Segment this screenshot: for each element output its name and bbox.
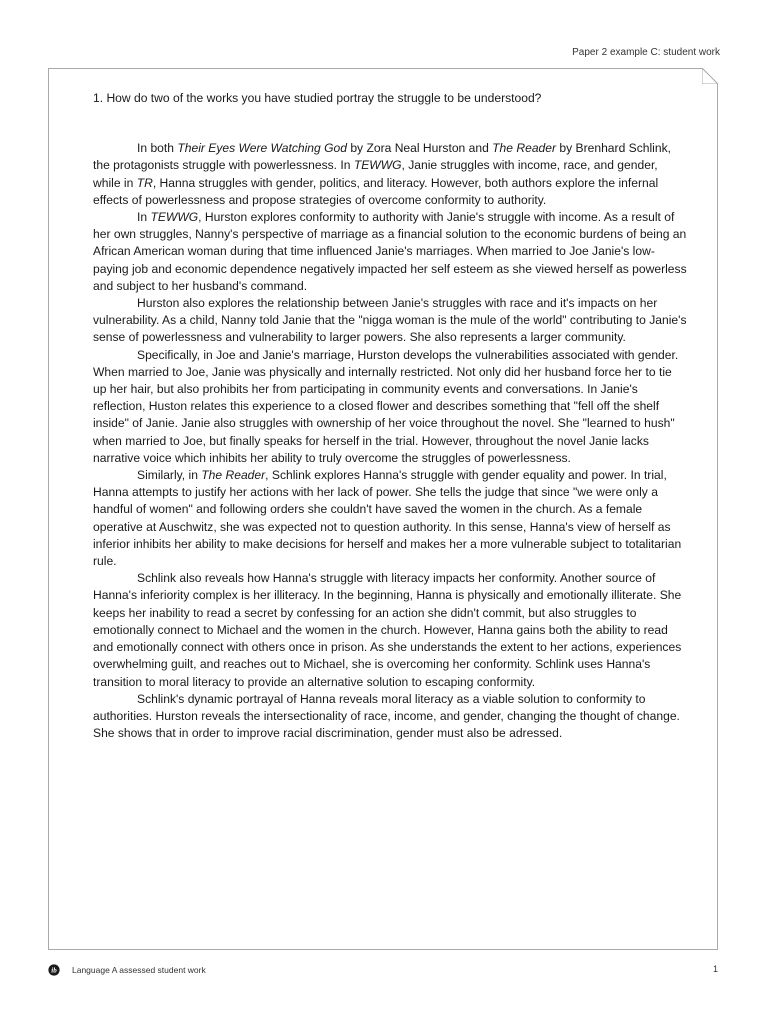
text-run: Specifically, in Joe and Janie's marriage, Hurston develops the vulnerabilities associated with gender. When married to Joe, Janie was physically and internally restricted. Not only did her husband force her to tie up her hair, but also prohibits her from participating in community events and conversations. In Janie's reflection, Huston relates this experience to a closed flower and describes something that "fell off the shelf inside" of Janie. Janie also struggles with ownership of her voice throughout the novel. She "learned to hush" when married to Joe, but finally speaks for herself in the trial. However, throughout the novel Janie lacks narrative voice which inhibits her ability to truly overcome the struggles of powerlessness. [93, 347, 679, 465]
text-run: In [137, 210, 151, 225]
text-run: Schlink also reveals how Hanna's struggle with literacy impacts her conformity. Another source of Hanna's inferiority complex is her illiteracy. In the beginning, Hanna is physically and emotionally illiterate. She keeps her inability to read a secret by confessing for an action she didn't commit, but also struggles to emotionally connect to Michael and the women in the church. However, Hanna gains both the ability to read and emotionally connect with others once in prison. As she understands the extent to her actions, experiences overwhelming guilt, and reaches out to Michael, she is overcoming her conformity. Schlink uses Hanna's transition to moral literacy to provide an alternative solution to escaping conformity. [93, 571, 682, 689]
text-run: Similarly, in [137, 468, 202, 483]
text-run: Schlink's dynamic portrayal of Hanna reveals moral literacy as a viable solution to conformity to authorities. Hurston reveals the intersectionality of race, income, and gender, changing the thought of change. She shows that in order to improve racial discrimination, gender must also be adressed. [93, 691, 680, 741]
essay-paragraph [93, 347, 688, 467]
page-number: 1 [712, 964, 718, 974]
essay-paragraph [93, 691, 688, 743]
text-run: by Brenhard Schlink, the protagonists struggle with powerlessness. In [93, 141, 671, 173]
running-header: Paper 2 example C: student work [572, 47, 720, 58]
work-title: TEWWG [150, 210, 199, 225]
essay-paragraph [93, 570, 688, 690]
ib-logo-icon [48, 964, 60, 976]
question-prompt: 1. How do two of the works you have studied portray the struggle to be understood? [93, 91, 542, 105]
work-title: TR [136, 175, 153, 190]
text-run: , Hurston explores conformity to authority with Janie's struggle with income. As a result of her own struggles, Nanny's perspective of marriage as a financial solution to the economic burdens of being an African American woman during that time influenced Janie's marriages. When married to Joe Janie's low-paying job and economic dependence negatively impacted her self esteem as she viewed herself as powerless and subject to her husband's command. [93, 210, 687, 293]
svg-text:ib: ib [51, 966, 57, 975]
answer-content [93, 90, 688, 742]
work-title: TEWWG [353, 158, 402, 173]
text-run: , Hanna struggles with gender, politics, and literacy. However, both authors explore the infernal effects of powerlessness and propose strategies of overcome conformity to authority. [93, 175, 659, 207]
text-run: , Schlink explores Hanna's struggle with gender equality and power. In trial, Hanna attempts to justify her actions with her lack of power. She tells the judge that since "we were only a handful of women" and following orders she couldn't have saved the women in the church. As a female operative at Auschwitz, she was expected not to question authority. In this sense, Hanna's view of herself as inferior inhibits her ability to make decisions for herself and makes her a more vulnerable subject to totalitarian rule. [93, 468, 682, 569]
footer-label: Language A assessed student work [72, 965, 206, 975]
page-footer [48, 963, 720, 979]
essay-paragraph [93, 467, 688, 570]
text-run: , Janie struggles with income, race, and gender, while in [93, 158, 658, 190]
work-title: The Reader [201, 468, 266, 483]
work-title: The Reader [492, 141, 557, 156]
essay-body [93, 140, 688, 742]
text-run: Hurston also explores the relationship between Janie's struggles with race and it's impacts on her vulnerability. As a child, Nanny told Janie that the "nigga woman is the mule of the world" contributing to Janie's sense of powerlessness and vulnerability to larger powers. She also represents a larger community. [93, 296, 687, 345]
essay-paragraph [93, 140, 688, 209]
text-run: In both [137, 141, 178, 156]
essay-paragraph [93, 209, 688, 295]
essay-paragraph [93, 295, 688, 347]
work-title: Their Eyes Were Watching God [177, 141, 347, 156]
page-fold-icon [702, 68, 718, 84]
text-run: by Zora Neal Hurston and [346, 141, 493, 156]
